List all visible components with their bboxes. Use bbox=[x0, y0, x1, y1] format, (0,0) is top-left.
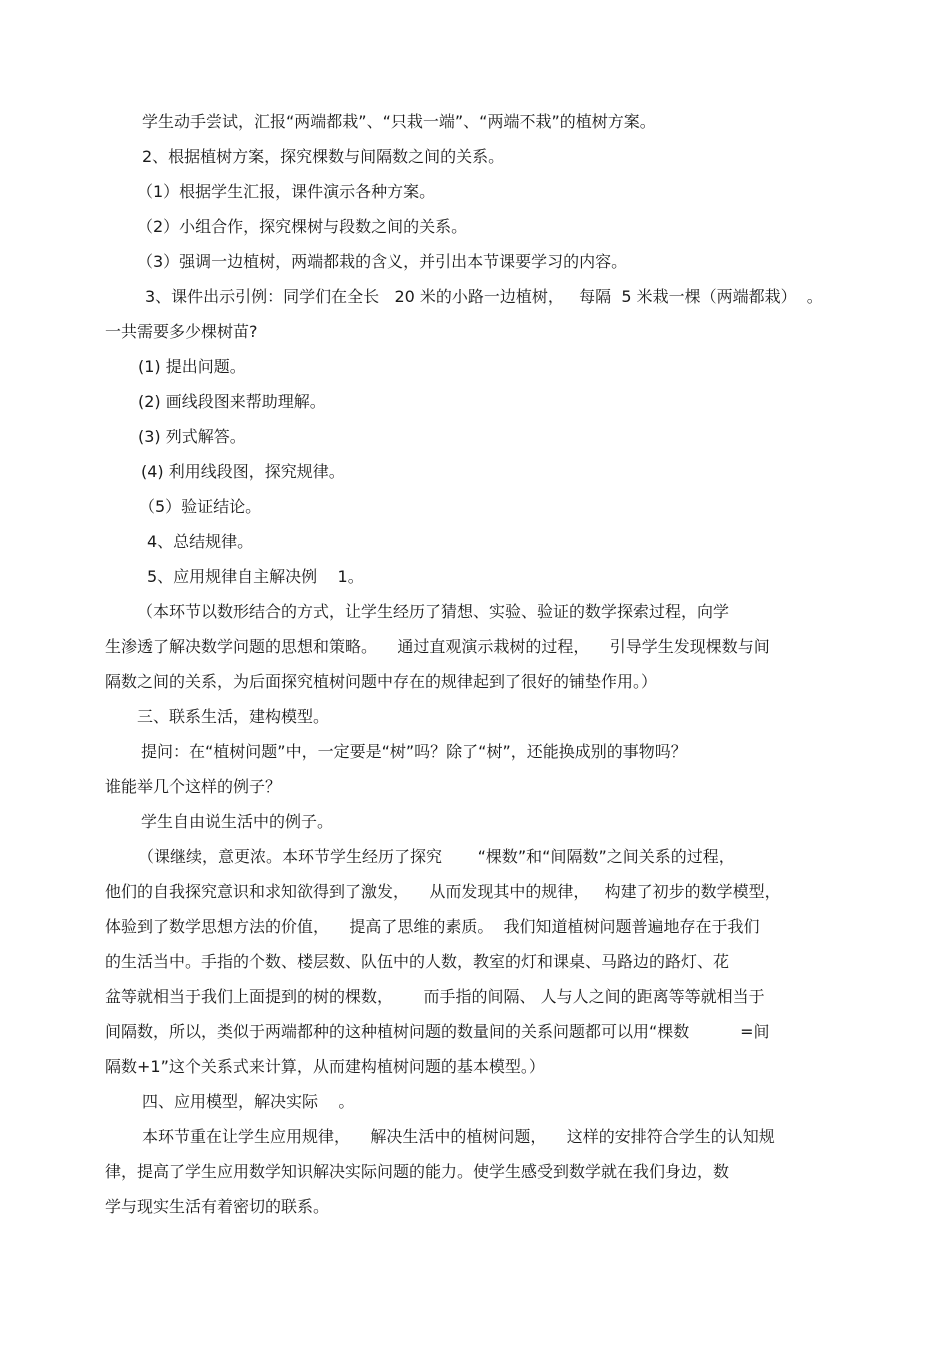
text-line: 学生自由说生活中的例子。 bbox=[141, 812, 334, 831]
text-line: 一共需要多少棵树苗? bbox=[105, 322, 258, 341]
text-line: (1) 提出问题。 bbox=[138, 357, 246, 376]
text-line: 四、应用模型，解决实际 。 bbox=[142, 1092, 355, 1111]
text-line: （课继续，意更浓。本环节学生经历了探究 “棵数”和“间隔数”之间关系的过程， bbox=[138, 847, 735, 866]
text-line: （3）强调一边植树，两端都栽的含义，并引出本节课要学习的内容。 bbox=[137, 252, 628, 271]
text-line: 间隔数，所以，类似于两端都种的这种植树问题的数量间的关系问题都可以用“棵数 =间 bbox=[105, 1022, 770, 1041]
text-line: (4) 利用线段图，探究规律。 bbox=[141, 462, 345, 481]
text-line: 生渗透了解决数学问题的思想和策略。 通过直观演示栽树的过程， 引导学生发现棵数与间 bbox=[105, 637, 770, 656]
text-line: 体验到了数学思想方法的价值， 提高了思维的素质。 我们知道植树问题普遍地存在于我们 bbox=[105, 917, 760, 936]
text-line: （本环节以数形结合的方式，让学生经历了猜想、实验、验证的数学探索过程，向学 bbox=[137, 602, 730, 621]
text-line: 三、联系生活，建构模型。 bbox=[137, 707, 330, 726]
text-line: 律，提高了学生应用数学知识解决实际问题的能力。使学生感受到数学就在我们身边，数 bbox=[105, 1162, 730, 1181]
text-line: 隔数之间的关系，为后面探究植树问题中存在的规律起到了很好的铺垫作用。） bbox=[105, 672, 658, 691]
text-line: 提问：在“植树问题”中，一定要是“树”吗？除了“树”，还能换成别的事物吗？ bbox=[141, 742, 687, 761]
text-line: 盆等就相当于我们上面提到的树的棵数， 而手指的间隔、 人与人之间的距离等等就相当于 bbox=[105, 987, 765, 1006]
text-line: （1）根据学生汇报，课件演示各种方案。 bbox=[137, 182, 436, 201]
text-line: 3、课件出示引例：同学们在全长 20 米的小路一边植树， 每隔 5 米栽一棵（两端都栽） 。 bbox=[145, 287, 823, 306]
text-line: (2) 画线段图来帮助理解。 bbox=[138, 392, 326, 411]
text-line: （2）小组合作，探究棵树与段数之间的关系。 bbox=[137, 217, 468, 236]
text-line: 2、根据植树方案，探究棵数与间隔数之间的关系。 bbox=[142, 147, 505, 166]
text-line: (3) 列式解答。 bbox=[138, 427, 246, 446]
text-line: （5）验证结论。 bbox=[139, 497, 262, 516]
text-line: 4、总结规律。 bbox=[147, 532, 254, 551]
text-line: 的生活当中。手指的个数、楼层数、队伍中的人数，教室的灯和课桌、马路边的路灯、花 bbox=[105, 952, 730, 971]
text-line: 本环节重在让学生应用规律， 解决生活中的植树问题， 这样的安排符合学生的认知规 bbox=[142, 1127, 775, 1146]
text-line: 隔数+1”这个关系式来计算，从而建构植树问题的基本模型。） bbox=[105, 1057, 545, 1076]
text-line: 谁能举几个这样的例子？ bbox=[105, 777, 282, 796]
text-line: 学与现实生活有着密切的联系。 bbox=[105, 1197, 330, 1216]
text-line: 学生动手尝试，汇报“两端都栽”、“只栽一端”、“两端不栽”的植树方案。 bbox=[142, 112, 656, 131]
text-line: 5、应用规律自主解决例 1。 bbox=[147, 567, 364, 586]
text-line: 他们的自我探究意识和求知欲得到了激发， 从而发现其中的规律， 构建了初步的数学模型， bbox=[105, 882, 781, 901]
